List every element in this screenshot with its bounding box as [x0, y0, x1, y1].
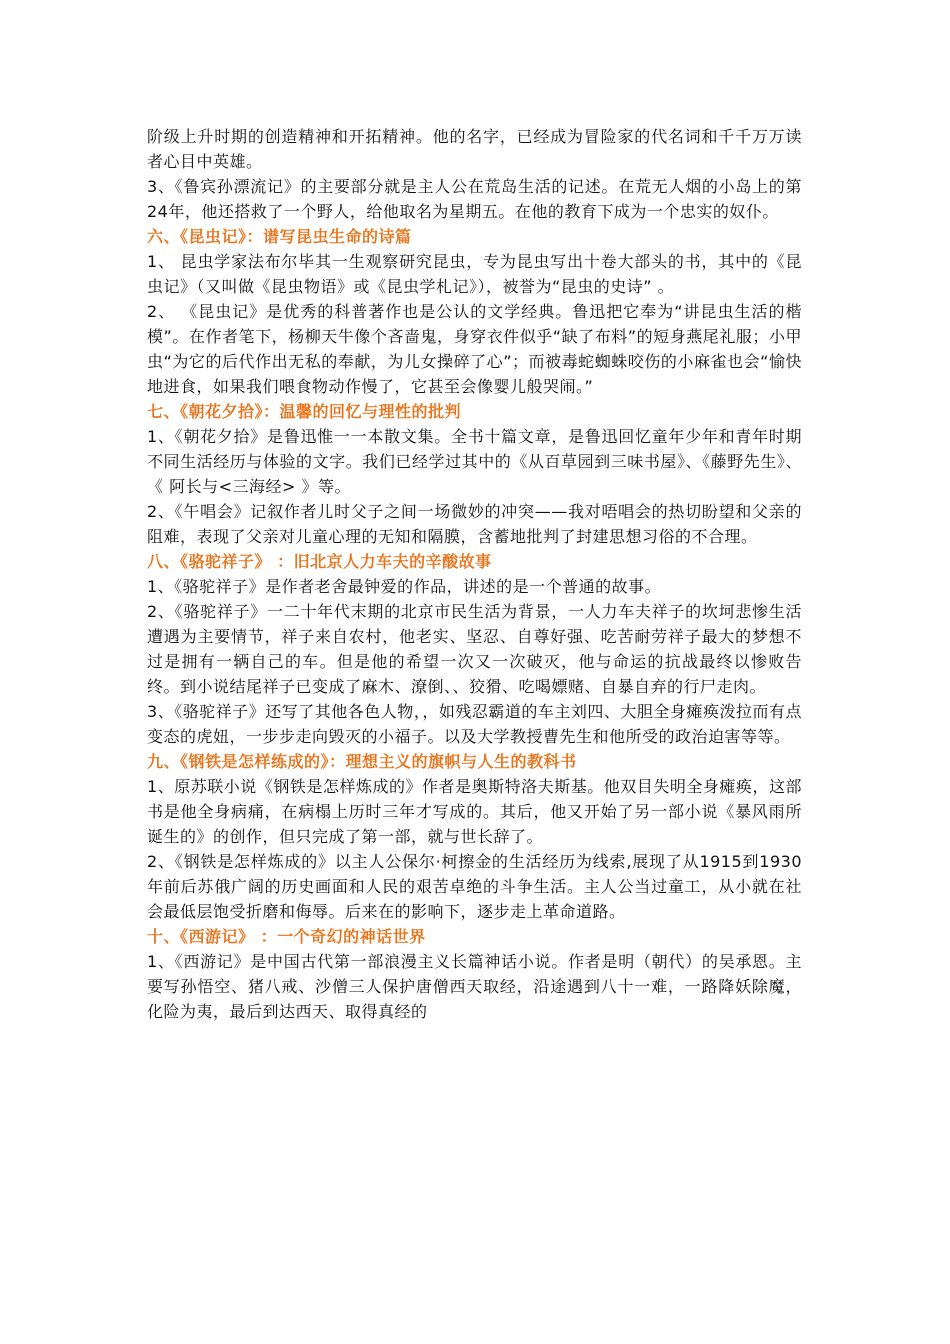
paragraph: 阶级上升时期的创造精神和开拓精神。他的名字，已经成为冒险家的代名词和千千万万读者心目中英雄。	[147, 127, 802, 171]
document-page	[147, 124, 802, 1024]
paragraph: 2、《午唱会》记叙作者儿时父子之间一场微妙的冲突——我对唔唱会的热切盼望和父亲的阻难，表现了父亲对儿童心理的无知和隔膜，含蓄地批判了封建思想习俗的不合理。	[147, 502, 802, 546]
section-heading: 六、《昆虫记》：谱写昆虫生命的诗篇	[147, 227, 412, 246]
paragraph: 1、 昆虫学家法布尔毕其一生观察研究昆虫，专为昆虫写出十卷大部头的书，其中的《昆虫记》（又叫做《昆虫物语》或《昆虫学札记》），被誉为“昆虫的史诗” 。	[147, 252, 802, 296]
section-heading: 八、《骆驼祥子》 ：旧北京人力车夫的辛酸故事	[147, 552, 492, 571]
paragraph: 3、《鲁宾孙漂流记》的主要部分就是主人公在荒岛生活的记述。在荒无人烟的小岛上的第24年，他还搭救了一个野人，给他取名为星期五。在他的教育下成为一个忠实的奴仆。	[147, 177, 802, 221]
paragraph: 1、《朝花夕拾》是鲁迅惟一一本散文集。全书十篇文章，是鲁迅回忆童年少年和青年时期不同生活经历与体验的文字。我们已经学过其中的《从百草园到三味书屋》、《藤野先生》、《 阿长与<三海经> 》等。	[147, 427, 802, 496]
section-heading: 十、《西游记》 ：一个奇幻的神话世界	[147, 927, 426, 946]
paragraph: 3、《骆驼祥子》还写了其他各色人物，，如残忍霸道的车主刘四、大胆全身瘫痪泼拉而有点变态的虎妞，一步步走向毁灭的小福子。以及大学教授曹先生和他所受的政治迫害等等。	[147, 702, 802, 746]
paragraph: 1、原苏联小说《钢铁是怎样炼成的》作者是奥斯特洛夫斯基。他双目失明全身瘫痪，这部书是他全身病痛，在病榻上历时三年才写成的。其后，他又开始了另一部小说《暴风雨所诞生的》的创作，但只完成了第一部，就与世长辞了。	[147, 777, 802, 846]
paragraph: 1、《西游记》是中国古代第一部浪漫主义长篇神话小说。作者是明（朝代）的吴承恩。主要写孙悟空、猪八戒、沙僧三人保护唐僧西天取经，沿途遇到八十一难，一路降妖除魔，化险为夷，最后到达西天、取得真经的	[147, 952, 802, 1021]
section-heading: 九、《钢铁是怎样练成的》：理想主义的旗帜与人生的教科书	[147, 752, 577, 771]
paragraph: 1、《骆驼祥子》是作者老舍最钟爱的作品，讲述的是一个普通的故事。	[147, 577, 662, 596]
paragraph: 2、《钢铁是怎样炼成的》以主人公保尔·柯擦金的生活经历为线索,展现了从1915到1930年前后苏俄广阔的历史画面和人民的艰苦卓绝的斗争生活。主人公当过童工，从小就在社会最低层饱受折磨和侮辱。后来在的影响下，逐步走上革命道路。	[147, 852, 802, 921]
section-heading: 七、《朝花夕拾》：温馨的回忆与理性的批判	[147, 402, 462, 421]
paragraph: 2、 《昆虫记》是优秀的科普著作也是公认的文学经典。鲁迅把它奉为“讲昆虫生活的楷模”。在作者笔下，杨柳天牛像个吝啬鬼，身穿衣件似乎“缺了布料”的短身燕尾礼服；小甲虫“为它的后代作出无私的奉献，为儿女操碎了心”；而被毒蛇蜘蛛咬伤的小麻雀也会“愉快地进食，如果我们喂食物动作慢了，它甚至会像婴儿般哭闹。”	[147, 302, 802, 396]
paragraph: 2、《骆驼祥子》一二十年代末期的北京市民生活为背景，一人力车夫祥子的坎坷悲惨生活遭遇为主要情节，祥子来自农村，他老实、坚忍、自尊好强、吃苦耐劳祥子最大的梦想不过是拥有一辆自己的车。但是他的希望一次又一次破灭，他与命运的抗战最终以惨败告终。到小说结尾祥子已变成了麻木、潦倒、、狡猾、吃喝嫖赌、自暴自弃的行尸走肉。	[147, 602, 802, 696]
